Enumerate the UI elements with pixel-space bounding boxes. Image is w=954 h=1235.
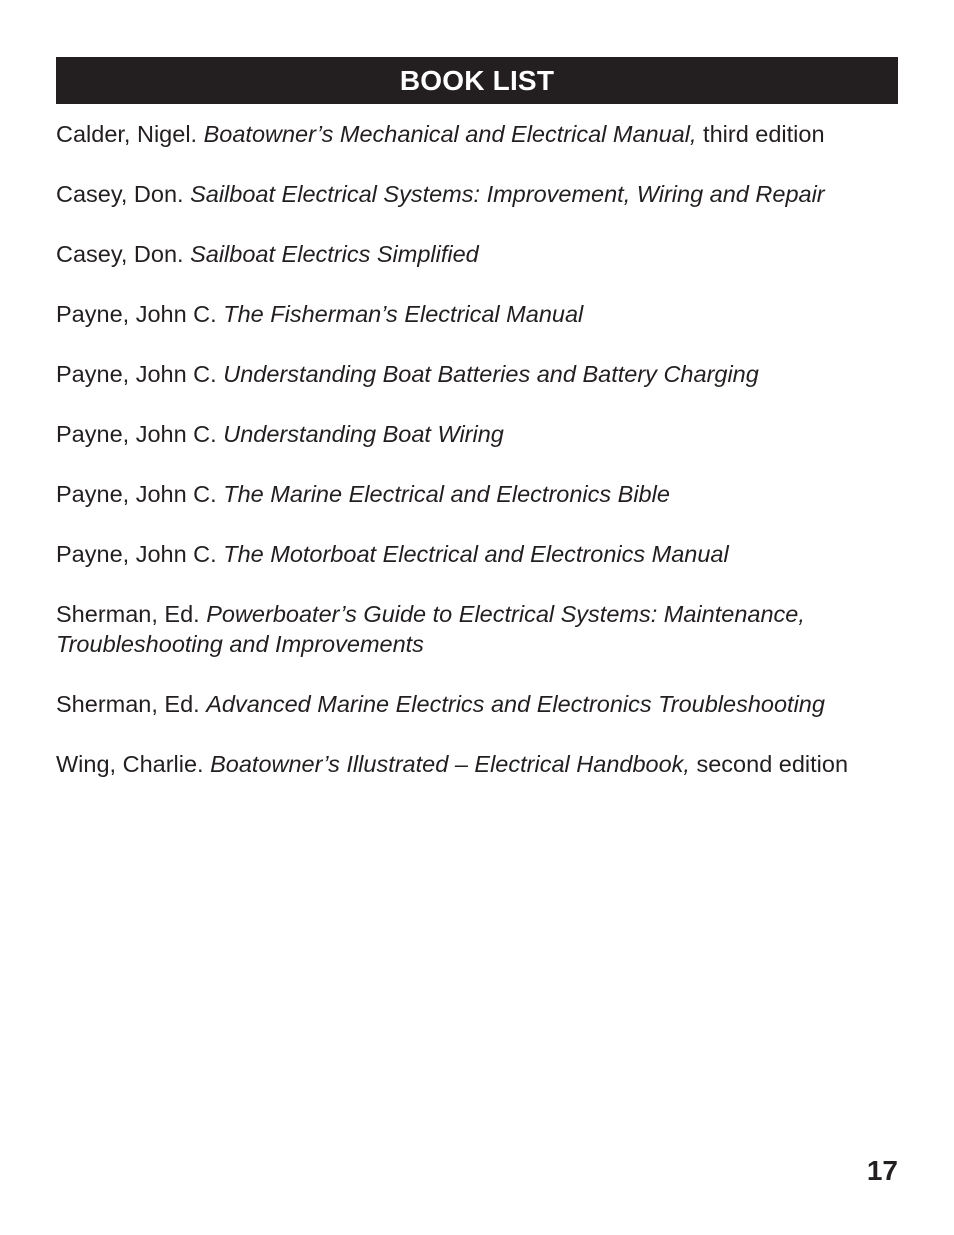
book-title: Boatowner’s Illustrated – Electrical Handbook, — [210, 751, 690, 777]
book-author: Sherman, Ed. — [56, 601, 207, 627]
book-edition: third edition — [696, 121, 825, 147]
page-title: BOOK LIST — [399, 64, 555, 96]
book-edition: second edition — [689, 751, 849, 777]
book-author: Casey, Don. — [56, 241, 191, 267]
book-author: Wing, Charlie. — [56, 751, 211, 777]
page-number: 17 — [866, 1155, 898, 1186]
section-header-bar — [56, 57, 898, 104]
book-title: Boatowner’s Mechanical and Electrical Manual, — [203, 121, 697, 147]
book-entry — [56, 479, 916, 509]
book-title: Advanced Marine Electrics and Electronics Troubleshooting — [206, 691, 825, 717]
book-entry — [56, 299, 916, 329]
book-author: Payne, John C. — [56, 301, 224, 327]
book-title: Powerboater’s Guide to Electrical Systems: Maintenance, Troubleshooting and Improvements — [56, 601, 805, 657]
book-title: Understanding Boat Batteries and Battery Charging — [223, 361, 759, 387]
book-title: The Fisherman’s Electrical Manual — [223, 301, 584, 327]
book-entry — [56, 689, 916, 719]
book-author: Casey, Don. — [56, 181, 191, 207]
book-entry — [56, 539, 916, 569]
book-author: Calder, Nigel. — [56, 121, 204, 147]
book-author: Payne, John C. — [56, 481, 224, 507]
book-author: Payne, John C. — [56, 361, 224, 387]
book-list — [56, 119, 916, 809]
book-entry — [56, 239, 916, 269]
book-author: Payne, John C. — [56, 421, 224, 447]
book-entry — [56, 179, 916, 209]
book-title: Understanding Boat Wiring — [223, 421, 504, 447]
book-entry — [56, 119, 916, 149]
book-author: Sherman, Ed. — [56, 691, 207, 717]
book-entry — [56, 599, 886, 659]
book-title: The Motorboat Electrical and Electronics Manual — [223, 541, 729, 567]
book-title: Sailboat Electrics Simplified — [190, 241, 479, 267]
book-title: The Marine Electrical and Electronics Bible — [223, 481, 670, 507]
book-entry — [56, 419, 916, 449]
book-entry — [56, 359, 916, 389]
book-title: Sailboat Electrical Systems: Improvement, Wiring and Repair — [190, 181, 825, 207]
book-entry — [56, 749, 916, 779]
book-author: Payne, John C. — [56, 541, 224, 567]
